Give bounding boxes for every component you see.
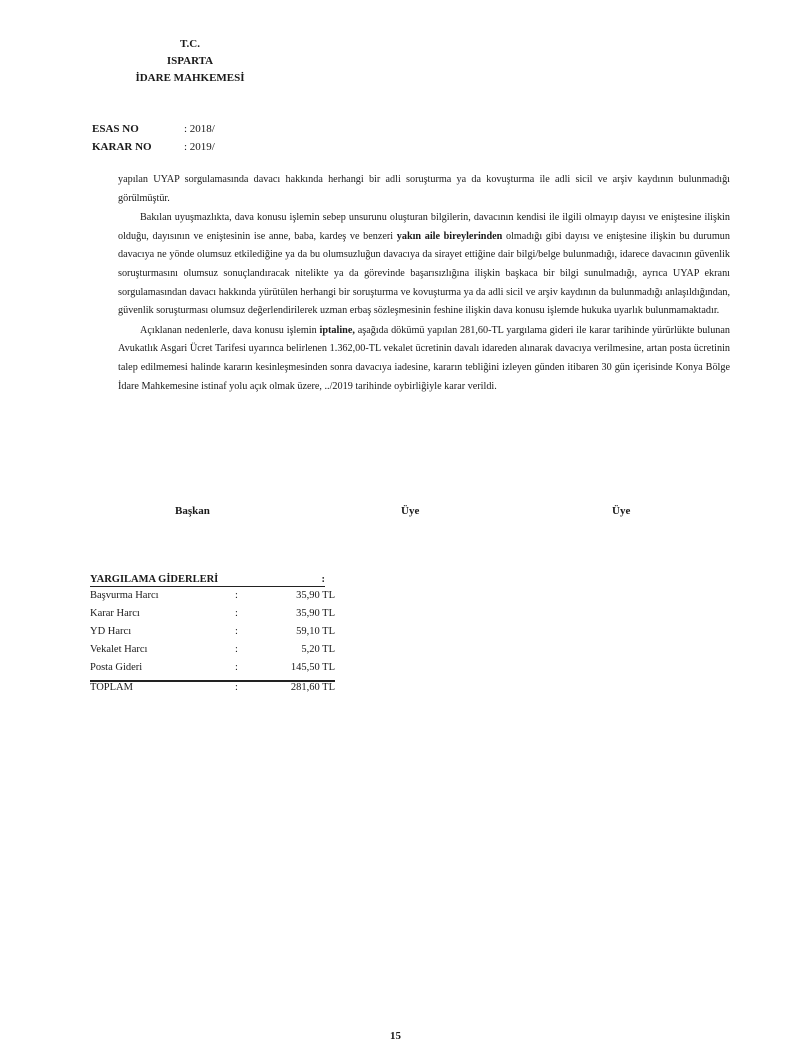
signature-member-2: Üye	[612, 505, 631, 517]
cost-colon: :	[235, 626, 238, 637]
page-number: 15	[390, 1030, 401, 1042]
costs-title-colon: :	[321, 574, 325, 585]
paragraph-1: yapılan UYAP sorgulamasında davacı hakkında herhangi bir adli soruşturma ya da kovuşturma ile adli sicil ve arşiv kaydının bulunmadığı görülmüştür.	[118, 174, 730, 204]
karar-label: KARAR NO	[92, 141, 152, 153]
cost-colon: :	[235, 590, 238, 601]
cost-colon: :	[235, 644, 238, 655]
cost-name: YD Harcı	[90, 626, 132, 637]
court-header	[130, 36, 250, 87]
cost-row	[90, 644, 335, 662]
cost-row	[90, 662, 335, 682]
karar-row	[92, 138, 215, 156]
decision-body	[118, 171, 730, 396]
cost-colon: :	[235, 608, 238, 619]
signature-chair: Başkan	[175, 505, 210, 517]
cost-row	[90, 590, 335, 608]
cost-row	[90, 626, 335, 644]
cost-total-name: TOPLAM	[90, 682, 133, 693]
cost-name: Posta Gideri	[90, 662, 143, 673]
cost-value: 35,90 TL	[296, 590, 335, 601]
court-line-name: İDARE MAHKEMESİ	[135, 72, 245, 84]
paragraph-2	[118, 209, 730, 321]
signature-member-1: Üye	[401, 505, 420, 517]
cost-value: 35,90 TL	[296, 608, 335, 619]
court-line-city: ISPARTA	[166, 55, 214, 67]
paragraph-2-part-a: Bakılan uyuşmazlıkta, dava konusu işlemin sebep unsurunu oluşturan bilgilerin, davacının kendisi ile ilgili olmayıp dayısı ve eniştesine ilişkin olduğu, dayısının ve eniştesinin ise anne, baba, kardeş ve benzeri	[118, 212, 730, 242]
cost-name: Karar Harcı	[90, 608, 140, 619]
paragraph-3-emphasis: iptaline,	[319, 324, 355, 336]
karar-value: : 2019/	[184, 141, 215, 153]
cost-name: Başvurma Harcı	[90, 590, 159, 601]
paragraph-3-part-b: aşağıda dökümü yapılan 281,60-TL yargılama gideri ile karar tarihinde yürürlükte bulunan Avukatlık Asgari Ücret Tarifesi uyarınca belirlenen 1.362,00-TL vekalet ücretinin davalı idareden alınarak davacıya verilmesine, artan posta ücretinin talep edilmemesi halinde kararın kesinleşmesinden sonra davacıya iadesine, kararın tebliğini izleyen günden itibaren 30 gün içerisinde Konya Bölge İdare Mahkemesine istinaf yolu açık olmak üzere, ../2019 tarihinde oybirliğiyle karar verildi.	[118, 324, 731, 392]
cost-total-row	[90, 682, 335, 698]
cost-value: 5,20 TL	[301, 644, 335, 655]
cost-value: 59,10 TL	[296, 626, 335, 637]
costs-title	[90, 574, 325, 587]
case-info	[92, 120, 215, 156]
esas-label: ESAS NO	[92, 123, 139, 135]
cost-colon: :	[235, 662, 238, 673]
costs-title-text: YARGILAMA GİDERLERİ	[90, 574, 219, 585]
cost-value: 145,50 TL	[290, 662, 335, 673]
costs-table	[90, 574, 335, 698]
cost-total-value: 281,60 TL	[290, 682, 335, 693]
paragraph-2-part-b: olmadığı gibi dayısı ve eniştesine ilişkin bu durumun davacıya ne yönde olumsuz etkilediğine ya da bu olumsuzluğun davacıya da sirayet ettiğine dair bilgi/belge bulunmadığı, idarece davacının güvenlik soruşturmasını olumsuz sonuçlandıracak nitelikte ya da görevinde başarısızlığına ilişkin başkaca bir bilgi sunulmadığı, ayrıca UYAP ekranı sorgulamasından davacı hakkında yürütülen herhangi bir soruşturma ve kovuşturma ya da adli sicil ve arşiv kaydının da bulunmadığı anlaşıldığından, güvenlik soruşturması olumsuz değerlendirilerek uzman erbaş sözleşmesinin feshine ilişkin dava konusu işlemde hukuka uyarlık bulunmamaktadır.	[118, 230, 730, 317]
esas-value: : 2018/	[184, 123, 215, 135]
paragraph-2-emphasis: yakın aile bireylerinden	[396, 230, 503, 242]
paragraph-3-part-a: Açıklanan nedenlerle, dava konusu işlemin	[140, 324, 317, 336]
cost-row	[90, 608, 335, 626]
esas-row	[92, 120, 215, 138]
cost-total-colon: :	[235, 682, 238, 693]
signature-block	[118, 505, 730, 525]
court-line-tc: T.C.	[180, 38, 200, 50]
cost-name: Vekalet Harcı	[90, 644, 148, 655]
paragraph-3	[118, 322, 730, 396]
